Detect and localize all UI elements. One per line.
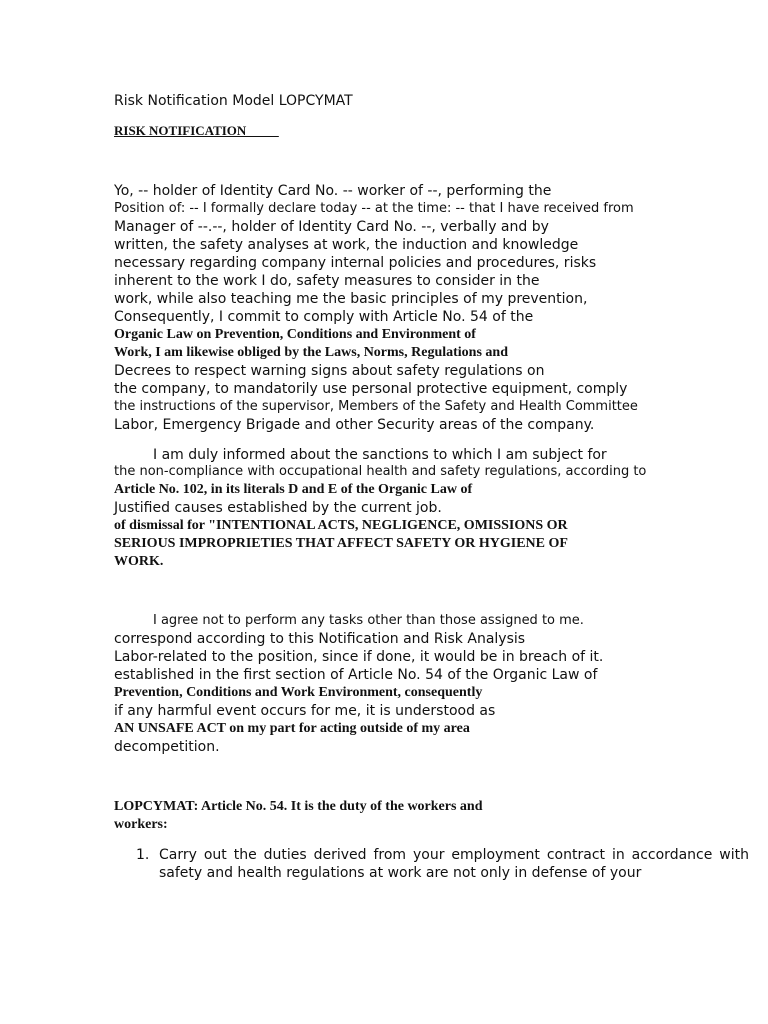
text-line: I agree not to perform any tasks other than those assigned to me. xyxy=(153,613,584,628)
text-line: established in the first section of Article No. 54 of the Organic Law of xyxy=(114,667,598,683)
list-item-line: Carry out the duties derived from your employment contract in accordance with xyxy=(159,847,749,863)
text-line-bold: Prevention, Conditions and Work Environment, consequently xyxy=(114,685,483,700)
text-line: I am duly informed about the sanctions to which I am subject for xyxy=(153,447,607,463)
text-line-bold: Article No. 102, in its literals D and E of the Organic Law of xyxy=(114,482,473,497)
notification-heading: RISK NOTIFICATION xyxy=(114,123,279,138)
text-line: the non-compliance with occupational health and safety regulations, according to xyxy=(114,464,647,479)
list-number: 1. xyxy=(136,847,150,863)
text-line: the company, to mandatorily use personal protective equipment, comply xyxy=(114,381,628,397)
text-line: written, the safety analyses at work, the induction and knowledge xyxy=(114,237,579,253)
text-line: the instructions of the supervisor, Members of the Safety and Health Committee xyxy=(114,399,638,414)
list-item-line: safety and health regulations at work are not only in defense of your xyxy=(159,865,642,881)
text-line: Consequently, I commit to comply with Article No. 54 of the xyxy=(114,309,534,325)
text-line-bold: WORK. xyxy=(114,554,164,569)
text-line-bold: workers: xyxy=(114,817,168,832)
model-title: Risk Notification Model LOPCYMAT xyxy=(114,93,353,109)
text-line: Decrees to respect warning signs about safety regulations on xyxy=(114,363,545,379)
text-line: necessary regarding company internal policies and procedures, risks xyxy=(114,255,597,271)
text-line-bold: SERIOUS IMPROPRIETIES THAT AFFECT SAFETY OR HYGIENE OF xyxy=(114,536,568,551)
text-line-bold: of dismissal for "INTENTIONAL ACTS, NEGLIGENCE, OMISSIONS OR xyxy=(114,518,568,533)
text-line-bold: Organic Law on Prevention, Conditions and Environment of xyxy=(114,327,476,342)
text-line: decompetition. xyxy=(114,739,220,755)
text-line: Labor-related to the position, since if done, it would be in breach of it. xyxy=(114,649,604,665)
text-line-bold: LOPCYMAT: Article No. 54. It is the duty of the workers and xyxy=(114,799,483,814)
text-line: inherent to the work I do, safety measures to consider in the xyxy=(114,273,540,289)
text-line-bold: AN UNSAFE ACT on my part for acting outside of my area xyxy=(114,721,470,736)
text-line: Manager of --.--, holder of Identity Card No. --, verbally and by xyxy=(114,219,549,235)
list-item xyxy=(159,846,749,882)
text-line: correspond according to this Notification and Risk Analysis xyxy=(114,631,526,647)
text-line: Justified causes established by the current job. xyxy=(114,500,442,516)
text-line: Labor, Emergency Brigade and other Security areas of the company. xyxy=(114,417,595,433)
text-line: if any harmful event occurs for me, it is understood as xyxy=(114,703,496,719)
text-line-bold: Work, I am likewise obliged by the Laws, Norms, Regulations and xyxy=(114,345,508,360)
text-line: work, while also teaching me the basic principles of my prevention, xyxy=(114,291,588,307)
text-line: Position of: -- I formally declare today -- at the time: -- that I have received from xyxy=(114,201,634,216)
text-line: Yo, -- holder of Identity Card No. -- worker of --, performing the xyxy=(114,183,552,199)
